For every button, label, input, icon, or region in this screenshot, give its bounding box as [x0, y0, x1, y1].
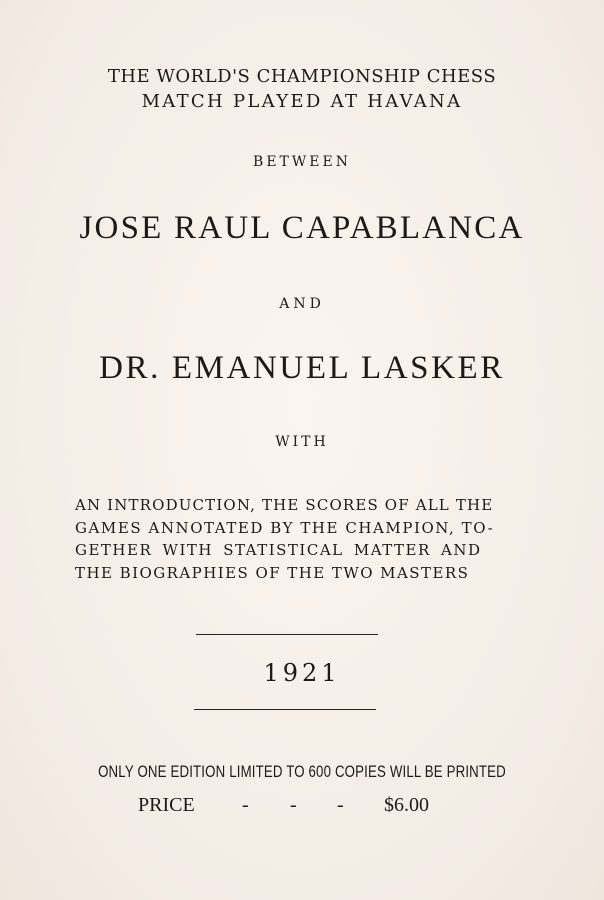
price-dash-2: - [290, 794, 297, 816]
description-line-2: GAMES ANNOTATED BY THE CHAMPION, TO- [75, 518, 495, 537]
match-title-line-1: THE WORLD'S CHAMPIONSHIP CHESS [107, 66, 497, 87]
price-label: PRICE [138, 794, 195, 816]
between-label: BETWEEN [253, 154, 351, 170]
divider-bottom [194, 709, 376, 710]
description-line-3: GETHER WITH STATISTICAL MATTER AND [75, 541, 482, 559]
edition-notice: ONLY ONE EDITION LIMITED TO 600 COPIES WILL BE PRINTED [98, 762, 506, 781]
player-lasker: DR. EMANUEL LASKER [99, 350, 505, 386]
description-block [75, 494, 505, 584]
description-line-4: THE BIOGRAPHIES OF THE TWO MASTERS [75, 563, 470, 582]
match-title [0, 64, 604, 114]
divider-top [196, 634, 378, 635]
price-dash-3: - [337, 794, 344, 816]
description-line-1: AN INTRODUCTION, THE SCORES OF ALL THE [75, 496, 494, 514]
player-capablanca: JOSE RAUL CAPABLANCA [79, 210, 525, 246]
and-label: AND [279, 296, 325, 312]
price-amount: $6.00 [384, 794, 429, 816]
with-label: WITH [275, 434, 329, 450]
price-dash-1: - [242, 794, 249, 816]
match-title-line-2: MATCH PLAYED AT HAVANA [141, 91, 463, 112]
publication-year: 1921 [263, 659, 341, 687]
